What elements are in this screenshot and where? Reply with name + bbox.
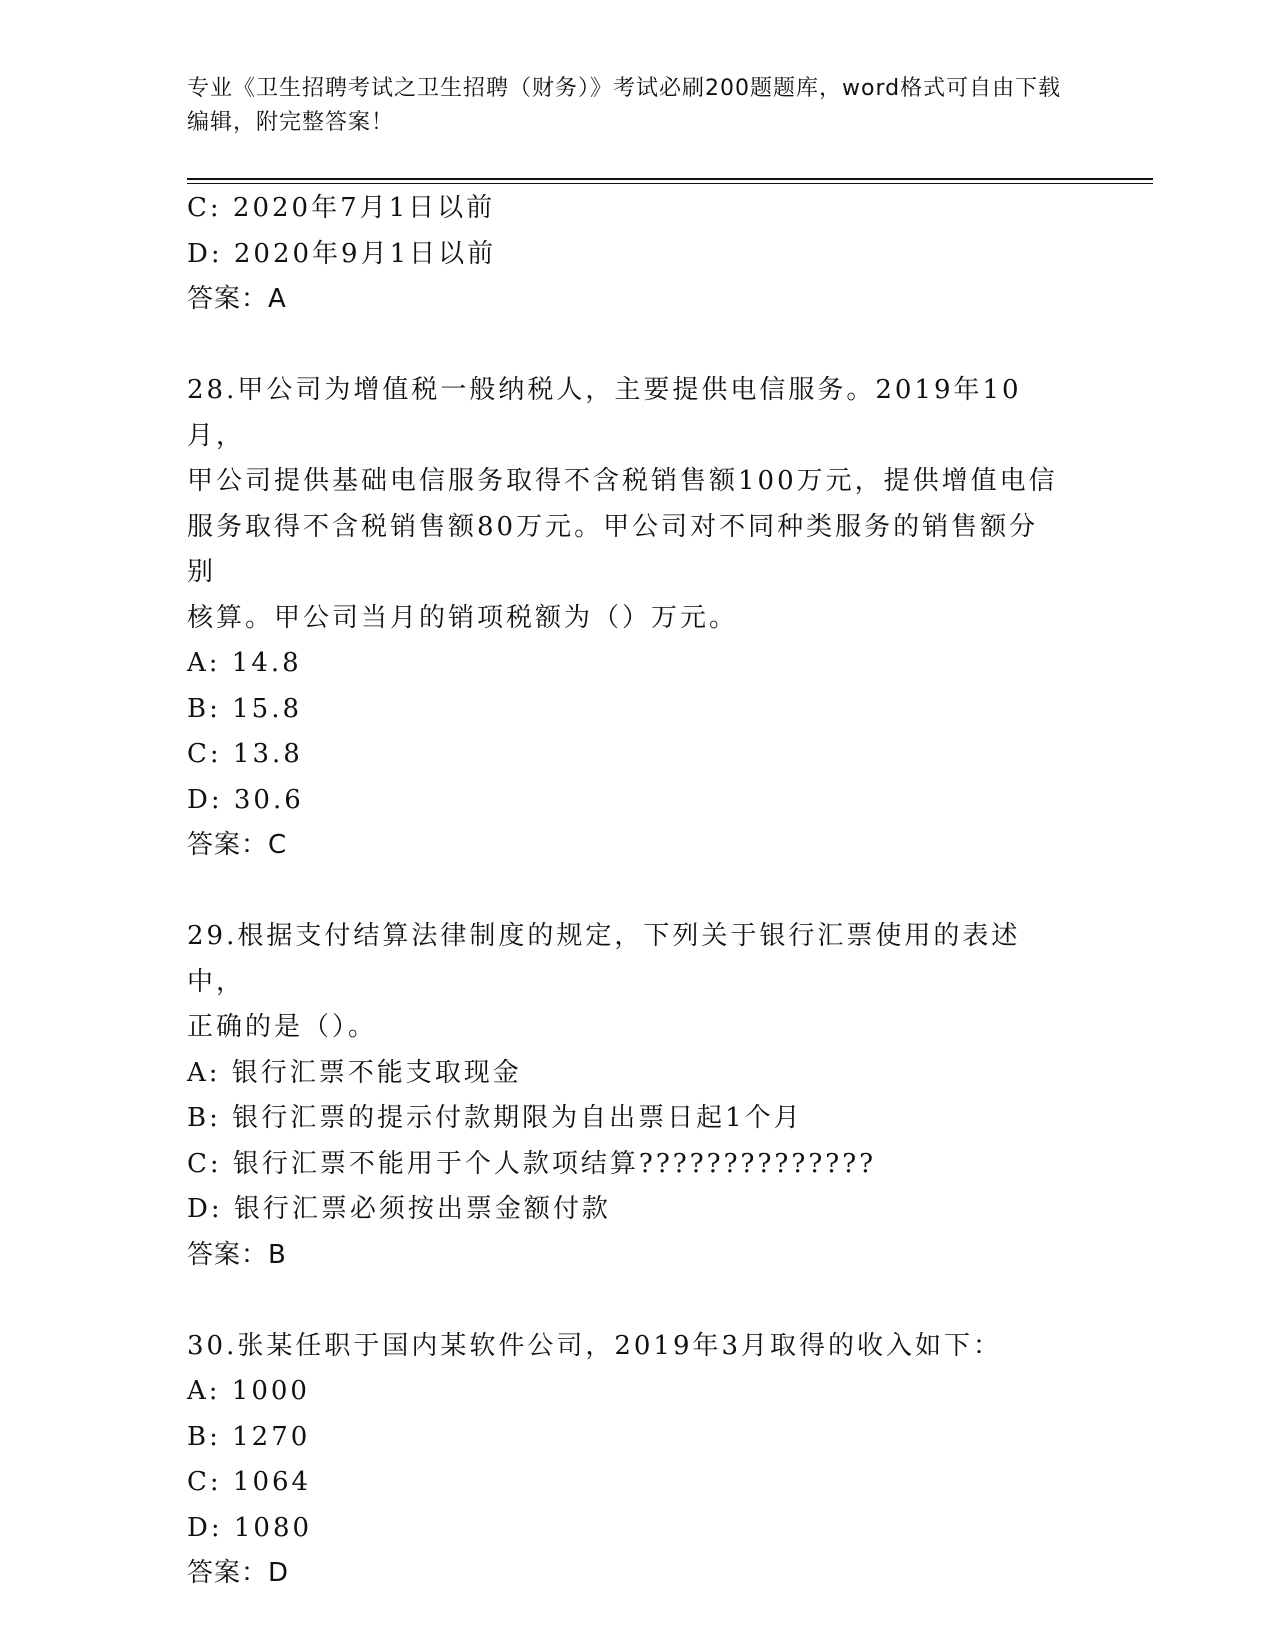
question-stem-line: 正确的是（）。 [187, 1012, 378, 1042]
header-rule-thick [187, 178, 1153, 180]
option-a: A: 1000 [187, 1376, 310, 1406]
question-29 [187, 914, 1087, 1278]
option-d: D: 1080 [187, 1512, 313, 1543]
option-d: D: 银行汇票必须按出票金额付款 [187, 1194, 611, 1224]
answer-line: 答案：D [187, 1558, 290, 1588]
prev-question [187, 186, 1087, 323]
spacer [187, 869, 1087, 915]
answer-line: 答案：B [187, 1239, 287, 1270]
spacer [187, 1278, 1087, 1324]
option-b: B: 1270 [187, 1421, 311, 1452]
option-d: D: 2020年9月1日以前 [187, 238, 497, 269]
question-stem-line: 28.甲公司为增值税一般纳税人，主要提供电信服务。2019年10月， [187, 375, 1022, 451]
option-a: A: 14.8 [187, 648, 302, 678]
question-28 [187, 368, 1087, 869]
question-30 [187, 1324, 1087, 1597]
answer-line: 答案：C [187, 830, 288, 860]
spacer [187, 323, 1087, 369]
option-c: C: 2020年7月1日以前 [187, 193, 496, 223]
option-c: C: 银行汇票不能用于个人款项结算?????????????? [187, 1148, 877, 1179]
option-c: C: 1064 [187, 1467, 312, 1497]
question-content [187, 186, 1087, 1597]
question-stem-line: 29.根据支付结算法律制度的规定，下列关于银行汇票使用的表述中， [187, 921, 1021, 997]
option-b: B: 银行汇票的提示付款期限为自出票日起1个月 [187, 1103, 803, 1133]
question-stem-line: 30.张某任职于国内某软件公司，2019年3月取得的收入如下： [187, 1330, 1003, 1361]
document-header: 专业《卫生招聘考试之卫生招聘（财务）》考试必刷200题题库，word格式可自由下载编辑，附完整答案！ [187, 76, 1062, 135]
header-rule-thin [187, 183, 1153, 184]
option-c: C: 13.8 [187, 739, 303, 769]
question-stem-line: 服务取得不含税销售额80万元。甲公司对不同种类服务的销售额分别 [187, 511, 1039, 587]
option-b: B: 15.8 [187, 693, 303, 724]
question-stem-line: 核算。甲公司当月的销项税额为（）万元。 [187, 602, 739, 633]
answer-line: 答案：A [187, 284, 287, 314]
question-stem-line: 甲公司提供基础电信服务取得不含税销售额100万元，提供增值电信 [187, 466, 1058, 496]
option-d: D: 30.6 [187, 784, 304, 815]
option-a: A: 银行汇票不能支取现金 [187, 1057, 522, 1088]
